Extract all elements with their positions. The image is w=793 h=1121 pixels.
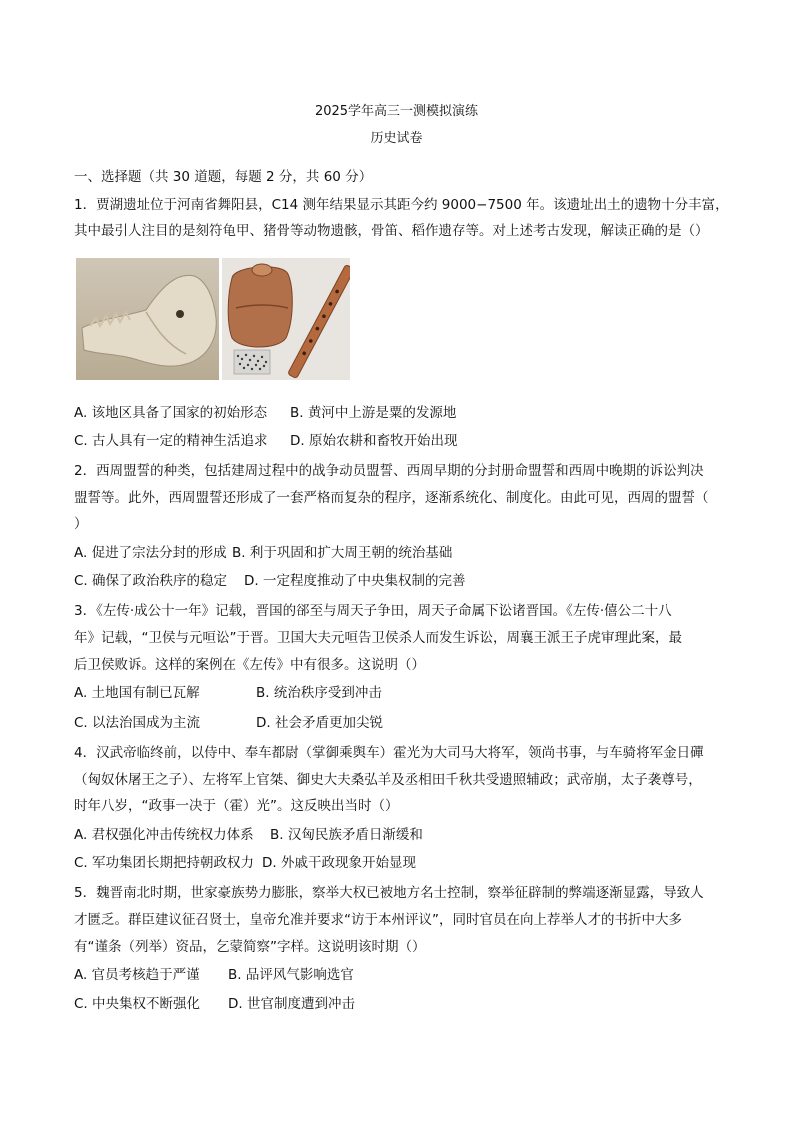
exam-subtitle: 历史试卷 [370, 131, 423, 146]
question-4-option-b[interactable]: B. 汉匈民族矛盾日渐缓和 [270, 827, 423, 843]
question-1-option-c[interactable]: C. 古人具有一定的精神生活追求 [74, 433, 268, 449]
question-1-option-a[interactable]: A. 该地区具备了国家的初始形态 [74, 405, 268, 421]
question-4-option-d[interactable]: D. 外戚干政现象开始显现 [262, 855, 416, 871]
jawbone-photo [76, 258, 219, 380]
question-4-line-1: 4．汉武帝临终前，以侍中、奉车都尉（掌御乘舆车）霍光为大司马大将军，领尚书事，与车骑将军金日磾 [74, 745, 704, 761]
question-3-line-1: 3．《左传·成公十一年》记载，晋国的郤至与周天子争田，周天子命属下讼诸晋国。《左传·僖公二十八 [74, 603, 672, 619]
question-5-option-d[interactable]: D. 世官制度遭到冲击 [228, 996, 355, 1012]
turtle-shell-and-bone-flute-photo [222, 258, 350, 380]
question-4-line-2: （匈奴休屠王之子）、左将军上官桀、御史大夫桑弘羊及丞相田千秋共受遗照辅政；武帝崩，太子袭尊号， [74, 772, 702, 788]
question-3-option-d[interactable]: D. 社会矛盾更加尖锐 [256, 715, 383, 731]
question-3-option-b[interactable]: B. 统治秩序受到冲击 [256, 685, 382, 701]
artifact-figure [76, 258, 350, 380]
question-2-line-2: 盟誓等。此外，西周盟誓还形成了一套严格而复杂的程序，逐渐系统化、制度化。由此可见，西周的盟誓（ [74, 490, 709, 506]
question-1-line-2: 其中最引人注目的是刻符龟甲、猪骨等动物遗骸，骨笛、稻作遗存等。对上述考古发现，解读正确的是（） [74, 223, 709, 239]
question-5-line-1: 5．魏晋南北时期，世家豪族势力膨胀，察举大权已被地方名士控制，察举征辟制的弊端逐渐显露，导致人 [74, 885, 704, 901]
question-1-option-b[interactable]: B. 黄河中上游是粟的发源地 [290, 405, 457, 421]
question-4-option-c[interactable]: C. 军功集团长期把持朝政权力 [74, 855, 255, 871]
exam-title: 2025学年高三一测模拟演练 [314, 104, 479, 119]
question-1-option-d[interactable]: D. 原始农耕和畜牧开始出现 [290, 433, 458, 449]
question-3-line-2: 年》记载，“卫侯与元咺讼”于晋。卫国大夫元咺告卫侯杀人而发生诉讼，周襄王派王子虎审理此案，最 [74, 630, 682, 646]
question-3-option-c[interactable]: C. 以法治国成为主流 [74, 715, 201, 731]
question-5-line-3: 有“谨条（列举）资品，乞蒙简察”字样。这说明该时期（） [74, 939, 426, 955]
question-2-option-d[interactable]: D. 一定程度推动了中央集权制的完善 [244, 573, 466, 589]
question-5-option-a[interactable]: A. 官员考核趋于严谨 [74, 967, 200, 983]
question-2-line-3: ） [74, 516, 88, 532]
question-3-line-3: 后卫侯败诉。这样的案例在《左传》中有很多。这说明（） [74, 657, 425, 673]
section-heading: 一、选择题（共 30 道题，每题 2 分，共 60 分） [74, 169, 373, 185]
question-3-option-a[interactable]: A. 土地国有制已瓦解 [74, 685, 200, 701]
question-5-option-c[interactable]: C. 中央集权不断强化 [74, 996, 201, 1012]
question-2-option-b[interactable]: B. 利于巩固和扩大周王朝的统治基础 [232, 545, 453, 561]
question-4-option-a[interactable]: A. 君权强化冲击传统权力体系 [74, 827, 254, 843]
question-4-line-3: 时年八岁，“政事一决于（霍）光”。这反映出当时（） [74, 798, 399, 814]
question-2-option-c[interactable]: C. 确保了政治秩序的稳定 [74, 573, 228, 589]
question-2-line-1: 2．西周盟誓的种类，包括建周过程中的战争动员盟誓、西周早期的分封册命盟誓和西周中晚期的诉讼判决 [74, 463, 704, 479]
question-5-option-b[interactable]: B. 品评风气影响选官 [228, 967, 354, 983]
question-5-line-2: 才匮乏。群臣建议征召贤士，皇帝允准并要求“访于本州评议”，同时官员在向上荐举人才的书折中大多 [74, 912, 682, 928]
question-2-option-a[interactable]: A. 促进了宗法分封的形成 [74, 545, 227, 561]
question-1-line-1: 1．贾湖遗址位于河南省舞阳县，C14 测年结果显示其距今约 9000−7500 年。该遗址出土的遗物十分丰富， [74, 197, 729, 213]
